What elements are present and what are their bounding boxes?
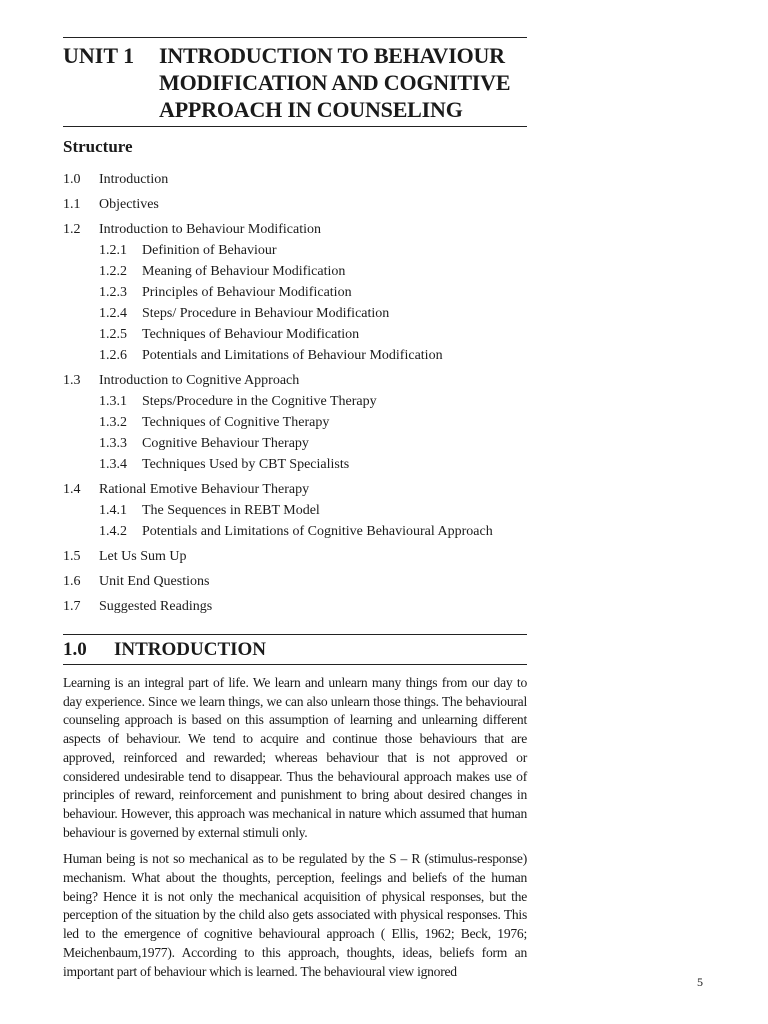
toc-item-label: Rational Emotive Behaviour Therapy xyxy=(99,482,310,497)
toc-subitem-label: Meaning of Behaviour Modification xyxy=(142,264,346,279)
toc-subitem-label: Techniques Used by CBT Specialists xyxy=(142,457,350,472)
toc-subitem-number: 1.4.2 xyxy=(99,524,127,539)
toc-subitem-number: 1.2.2 xyxy=(99,264,127,279)
structure-heading: Structure xyxy=(63,137,133,156)
toc-item-number: 1.6 xyxy=(63,574,81,589)
toc-subitem xyxy=(63,345,527,366)
toc-item-label: Let Us Sum Up xyxy=(99,549,187,564)
toc-item xyxy=(63,194,527,215)
toc-item-label: Introduction xyxy=(99,172,169,187)
unit-title xyxy=(159,42,510,123)
section-heading xyxy=(63,635,527,665)
toc-subitem-label: Steps/Procedure in the Cognitive Therapy xyxy=(142,394,377,409)
unit-label: UNIT 1 xyxy=(63,43,135,68)
toc-subitem-label: Cognitive Behaviour Therapy xyxy=(142,436,309,451)
unit-title-line: APPROACH IN COUNSELING xyxy=(159,97,463,122)
toc-subitem-number: 1.4.1 xyxy=(99,503,127,518)
document-page xyxy=(63,0,527,981)
toc-item-number: 1.2 xyxy=(63,222,81,237)
toc-subitem-number: 1.2.6 xyxy=(99,348,127,363)
toc-item-number: 1.1 xyxy=(63,197,81,212)
toc-subitem-label: Steps/ Procedure in Behaviour Modification xyxy=(142,306,390,321)
toc-item xyxy=(63,479,527,500)
toc-subitem xyxy=(63,261,527,282)
toc-subitem xyxy=(63,282,527,303)
toc-item-number: 1.5 xyxy=(63,549,81,564)
toc-subitem-label: Definition of Behaviour xyxy=(142,243,277,258)
toc-subitem-label: Principles of Behaviour Modification xyxy=(142,285,352,300)
toc-subitem-label: Potentials and Limitations of Cognitive Behavioural Approach xyxy=(142,524,493,539)
toc-item-number: 1.3 xyxy=(63,373,81,388)
toc-item-number: 1.4 xyxy=(63,482,81,497)
body-paragraph: Human being is not so mechanical as to be regulated by the S – R (stimulus-response) mechanism. What about the thoughts, perception, feelings and beliefs of the human being? Hence it is not only the mechanical acquisition of physical responses, but the perception of the situation by the child also gets associated with physical responses. This led to the emergence of cognitive behavioural approach ( Ellis, 1962; Beck, 1976; Meichenbaum,1977). According to this approach, thoughts, ideas, beliefs form an important part of behaviour which is learned. The behavioural view ignored xyxy=(63,851,527,979)
toc-subitem-number: 1.3.2 xyxy=(99,415,127,430)
toc-item xyxy=(63,546,527,567)
unit-title-line: INTRODUCTION TO BEHAVIOUR xyxy=(159,43,505,68)
toc-item-label: Suggested Readings xyxy=(99,599,213,614)
section-title: INTRODUCTION xyxy=(114,639,267,660)
body-paragraph: Learning is an integral part of life. We learn and unlearn many things from our day to day experience. Since we learn things, we can also unlearn those things. The behavioural counseling approach is based on this assumption of learning and unlearning different aspects of behaviour. We tend to acquire and continue those behaviours that are approved, reinforced and rewarded; whereas behaviour that is not approved or considered undesirable tend to disappear. Thus the behavioural approach makes use of principles of reward, reinforcement and punishment to bring about desired changes in behaviour. However, this approach was mechanical in nature which assumed that human behaviour is governed by external stimuli only. xyxy=(63,675,527,840)
table-of-contents xyxy=(63,169,527,617)
unit-bottom-rule xyxy=(63,126,527,127)
toc-subitem-number: 1.2.1 xyxy=(99,243,127,258)
toc-subitem-label: Techniques of Cognitive Therapy xyxy=(142,415,330,430)
toc-item-label: Unit End Questions xyxy=(99,574,210,589)
toc-subitem xyxy=(63,303,527,324)
toc-item xyxy=(63,370,527,391)
toc-subitem xyxy=(63,454,527,475)
toc-subitem-label: Potentials and Limitations of Behaviour Modification xyxy=(142,348,443,363)
toc-subitem xyxy=(63,412,527,433)
toc-subitem xyxy=(63,500,527,521)
introduction-section xyxy=(63,634,527,981)
toc-subitem-number: 1.3.1 xyxy=(99,394,127,409)
toc-item-label: Introduction to Cognitive Approach xyxy=(99,373,300,388)
toc-subitem-number: 1.2.3 xyxy=(99,285,127,300)
unit-title-line: MODIFICATION AND COGNITIVE xyxy=(159,70,511,95)
toc-subitem-number: 1.2.5 xyxy=(99,327,127,342)
toc-subitem-number: 1.3.3 xyxy=(99,436,127,451)
unit-header xyxy=(63,38,527,123)
toc-item xyxy=(63,571,527,592)
toc-item-number: 1.0 xyxy=(63,172,81,187)
toc-subitem xyxy=(63,240,527,261)
toc-item-label: Objectives xyxy=(99,197,159,212)
toc-item xyxy=(63,219,527,240)
toc-item xyxy=(63,169,527,190)
toc-subitem xyxy=(63,391,527,412)
toc-subitem-number: 1.3.4 xyxy=(99,457,127,472)
toc-subitem-label: Techniques of Behaviour Modification xyxy=(142,327,360,342)
section-number: 1.0 xyxy=(63,639,87,660)
toc-subitem xyxy=(63,433,527,454)
toc-subitem xyxy=(63,324,527,345)
toc-item xyxy=(63,596,527,617)
toc-item-number: 1.7 xyxy=(63,599,81,614)
toc-subitem-number: 1.2.4 xyxy=(99,306,127,321)
toc-item-label: Introduction to Behaviour Modification xyxy=(99,222,322,237)
toc-subitem xyxy=(63,521,527,542)
page-number: 5 xyxy=(697,975,703,989)
unit-title-row xyxy=(63,42,527,123)
toc-subitem-label: The Sequences in REBT Model xyxy=(142,503,320,518)
